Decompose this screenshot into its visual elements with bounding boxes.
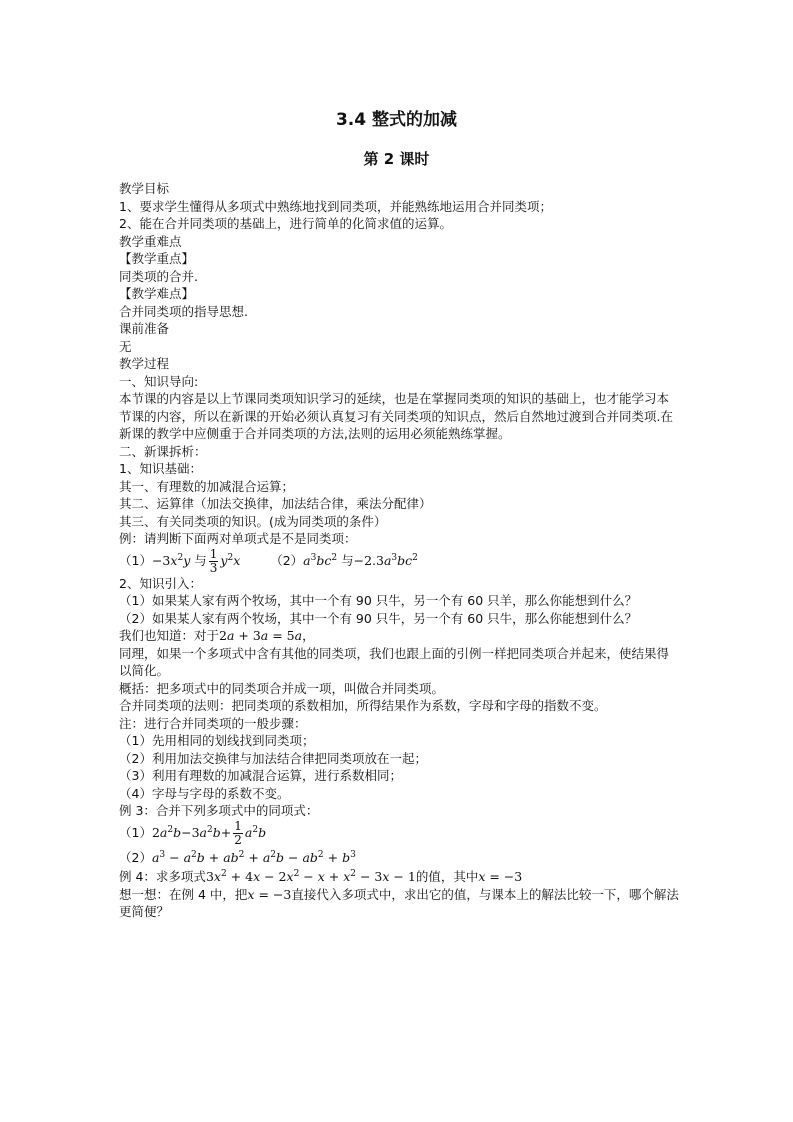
paragraph: 合并同类项的法则：把同类项的系数相加，所得结果作为系数，字母和字母的指数不变。 xyxy=(119,698,607,713)
paragraph: 2、能在合并同类项的基础上，进行简单的化简求值的运算。 xyxy=(119,216,452,231)
document-body xyxy=(119,180,679,921)
paragraph: 合并同类项的指导思想. xyxy=(119,303,248,319)
formula-line: 例 4：求多项式$3x^2 + 4x - 2x^2 - x + x^2 - 3x - 1$的值，其中x = −3 xyxy=(119,869,523,885)
formula-line: $(1)2a^2b-3a^2b+$ $\frac{1}{2}$ $a^2b$ xyxy=(119,818,267,847)
formula-line: 想一想：在例 4 中，把x = −3直接代入多项式中，求出它的值，与课本上的解法比较一下，哪个解法更简便？ xyxy=(119,886,679,920)
paragraph: （1）先用相同的划线找到同类项； xyxy=(119,733,315,748)
paragraph: 无 xyxy=(119,338,132,354)
fraction: $\frac{1}{2}$ xyxy=(234,818,242,847)
sub-heading: 一、知识导向: xyxy=(119,373,199,389)
paragraph: 注：进行合并同类项的一般步骤： xyxy=(119,715,307,731)
formula-line: $(2)a^3 - a^2b + ab^2 + a^2b - ab^2 + b^3$ xyxy=(119,849,356,865)
paragraph: 其三、有关同类项的知识。(成为同类项的条件） xyxy=(119,513,387,529)
paragraph: （2）利用加法交换律与加法结合律把同类项放在一起； xyxy=(119,750,427,766)
paragraph: （4）字母与字母的系数不变。 xyxy=(119,785,290,801)
sub-heading: 【教学重点】 xyxy=(119,251,195,266)
paragraph: 本节课的内容是以上节课同类项知识学习的延续，也是在掌握同类项的知识的基础上，也才能学习本节课的内容，所以在新课的开始必须认真复习有关同类项的知识点，然后自然地过渡到合并同类项.在新课的教学中应侧重于合并同类项的方法,法则的运用必须能熟练掌握。 xyxy=(119,391,673,441)
paragraph: 其一、有理数的加减混合运算； xyxy=(119,478,295,494)
section-heading: 教学目标 xyxy=(119,181,170,196)
paragraph: 1、要求学生懂得从多项式中熟练地找到同类项，并能熟练地运用合并同类项； xyxy=(119,198,552,214)
sub-heading: 2、知识引入： xyxy=(119,575,202,591)
paragraph: 例 3：合并下列多项式中的同项式： xyxy=(119,803,319,818)
formula-line: $(1)-3x^2y$ 与 $\frac{1}{3}$ $y^2x$ $(2)a^3bc^2$ 与$-2.3a^3bc^2$ xyxy=(119,546,418,575)
section-heading: 课前准备 xyxy=(119,321,170,336)
paragraph: 例：请判断下面两对单项式是不是同类项： xyxy=(119,531,357,546)
document-title: 3.4 整式的加减 xyxy=(335,110,458,130)
paragraph: 其二、运算律（加法交换律，加法结合律，乘法分配律） xyxy=(119,496,432,511)
document-subtitle: 第 2 课时 xyxy=(363,150,430,168)
formula-line: 我们也知道：对于2a + 3a = 5a， xyxy=(119,628,315,643)
paragraph: 概括：把多项式中的同类项合并成一项，叫做合并同类项。 xyxy=(119,680,445,696)
section-heading: 教学过程 xyxy=(119,356,170,371)
section-heading: 教学重难点 xyxy=(119,233,182,249)
paragraph: （3）利用有理数的加减混合运算，进行系数相同； xyxy=(119,768,402,783)
sub-heading: 二、新课拆析： xyxy=(119,443,207,459)
fraction: $\frac{1}{3}$ xyxy=(209,546,218,575)
paragraph: 同类项的合并. xyxy=(119,268,198,284)
paragraph: 同理，如果一个多项式中含有其他的同类项，我们也跟上面的引例一样把同类项合并起来，使结果得以简化。 xyxy=(119,645,670,678)
sub-heading: 【教学难点】 xyxy=(119,286,195,301)
sub-heading: 1、知识基础： xyxy=(119,461,202,476)
paragraph: （2）如果某人家有两个牧场，其中一个有 90 只牛，另一个有 60 只牛，那么你能想到什么？ xyxy=(119,610,638,626)
paragraph: （1）如果某人家有两个牧场，其中一个有 90 只牛，另一个有 60 只羊，那么你能想到什么？ xyxy=(119,593,638,608)
